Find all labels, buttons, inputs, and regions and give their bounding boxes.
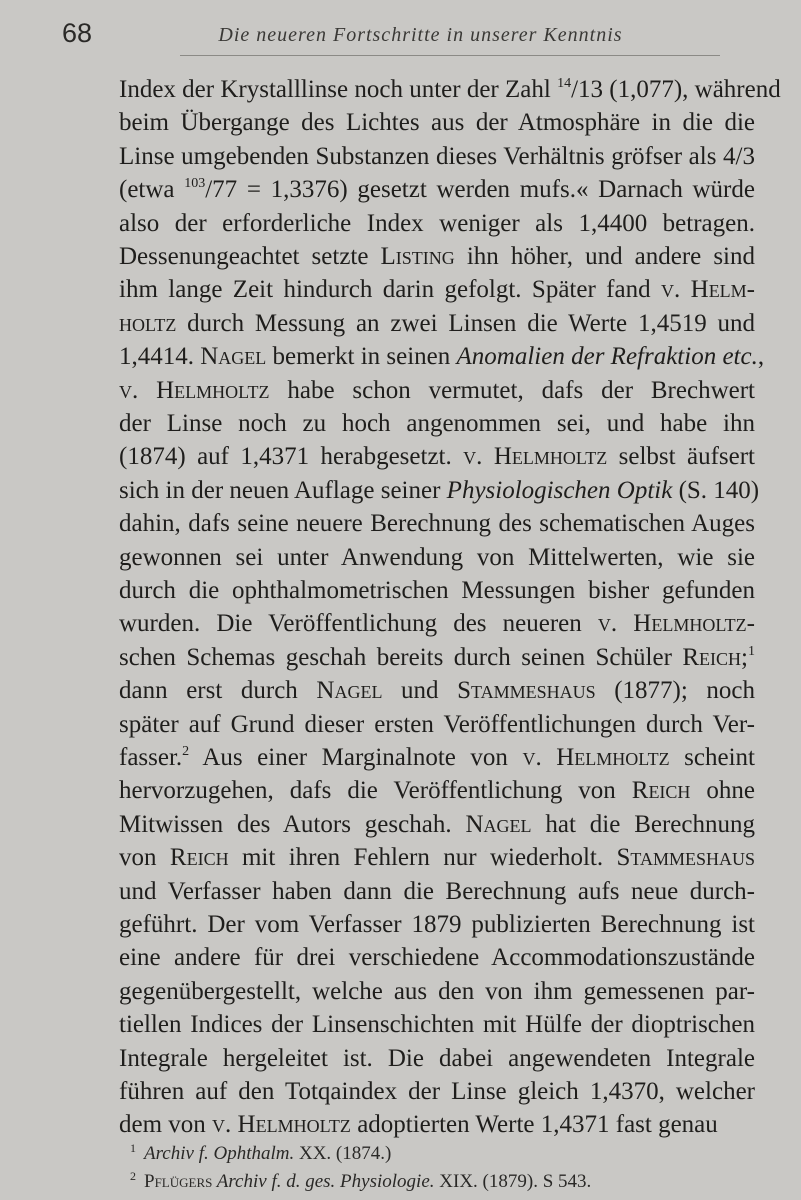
text-line: und Verfasser haben dann die Berechnung aufs neue durch-: [119, 877, 755, 905]
text-line: dann erst durch Nagel und Stammeshaus (1877); noch: [119, 677, 755, 705]
footnote-2: $^2$ Pflügers Archiv f. d. ges. Physiologie. XIX. (1879). S 543.: [130, 1169, 592, 1192]
page-number: 68: [62, 18, 93, 48]
text-line: Linse umgebenden Substanzen dieses Verhältnis gröfser als 4/3: [119, 142, 755, 170]
text-line: holtz durch Messung an zwei Linsen die Werte 1,4519 und: [119, 309, 755, 337]
text-line: fasser.$^2$ Aus einer Marginalnote von v. Helmholtz scheint: [119, 744, 755, 771]
text-line: Mitwissen des Autors geschah. Nagel hat die Berechnung: [119, 810, 755, 838]
text-line: schen Schemas geschah bereits durch seinen Schüler Reich;$^1$: [119, 643, 755, 671]
text-line: Index der Krystalllinse noch unter der Zahl $^{14}$/13 (1,077), während: [119, 76, 781, 103]
text-line: (etwa $^{103}$/77 = 1,3376) gesetzt werden mufs.« Darnach würde: [119, 176, 755, 204]
text-line: durch die ophthalmometrischen Messungen bisher gefunden: [119, 577, 755, 604]
text-line: führen auf den Totqaindex der Linse gleich 1,4370, welcher: [119, 1078, 755, 1105]
text-line: tiellen Indices der Linsenschichten mit Hülfe der dioptrischen: [119, 1011, 755, 1039]
text-line: 1,4414. Nagel bemerkt in seinen Anomalien der Refraktion etc.,: [119, 343, 765, 371]
text-line: also der erforderliche Index weniger als 1,4400 betragen.: [119, 209, 755, 237]
text-line: gewonnen sei unter Anwendung von Mittelwerten, wie sie: [119, 543, 755, 571]
text-line: Dessenungeachtet setzte Listing ihn höher, und andere sind: [119, 243, 755, 270]
text-line: der Linse noch zu hoch angenommen sei, und habe ihn: [119, 410, 755, 437]
text-line: dahin, dafs seine neuere Berechnung des schematischen Auges: [119, 510, 755, 538]
text-line: sich in der neuen Auflage seiner Physiologischen Optik (S. 140): [119, 476, 760, 504]
text-line: v. Helmholtz habe schon vermutet, dafs der Brechwert: [119, 376, 755, 404]
footnote-1: $^1$ Archiv f. Ophthalm. XX. (1874.): [130, 1141, 392, 1164]
text-line: beim Übergange des Lichtes aus der Atmosphäre in die die: [119, 109, 755, 137]
text-line: später auf Grund dieser ersten Veröffentlichungen durch Ver-: [119, 710, 755, 738]
header-rule: [180, 55, 720, 56]
text-line: hervorzugehen, dafs die Veröffentlichung von Reich ohne: [119, 777, 755, 805]
text-line: dem von v. Helmholtz adoptierten Werte 1,4371 fast genau: [119, 1111, 718, 1139]
text-line: von Reich mit ihren Fehlern nur wiederholt. Stammeshaus: [119, 844, 756, 872]
text-line: Integrale hergeleitet ist. Die dabei angewendeten Integrale: [119, 1044, 755, 1072]
text-line: geführt. Der vom Verfasser 1879 publizierten Berechnung ist: [119, 911, 755, 938]
text-line: ihm lange Zeit hindurch darin gefolgt. Später fand v. Helm-: [119, 276, 756, 304]
text-line: (1874) auf 1,4371 herabgesetzt. v. Helmholtz selbst äufsert: [119, 443, 755, 471]
text-line: gegenübergestellt, welche aus den von ihm gemessenen par-: [119, 977, 755, 1005]
page-header: [0, 12, 801, 52]
text-line: wurden. Die Veröffentlichung des neueren v. Helmholtz-: [119, 610, 755, 638]
text-line: eine andere für drei verschiedene Accommodationszustände: [119, 944, 755, 972]
running-head: Die neueren Fortschritte in unserer Kenntnis: [218, 24, 623, 46]
